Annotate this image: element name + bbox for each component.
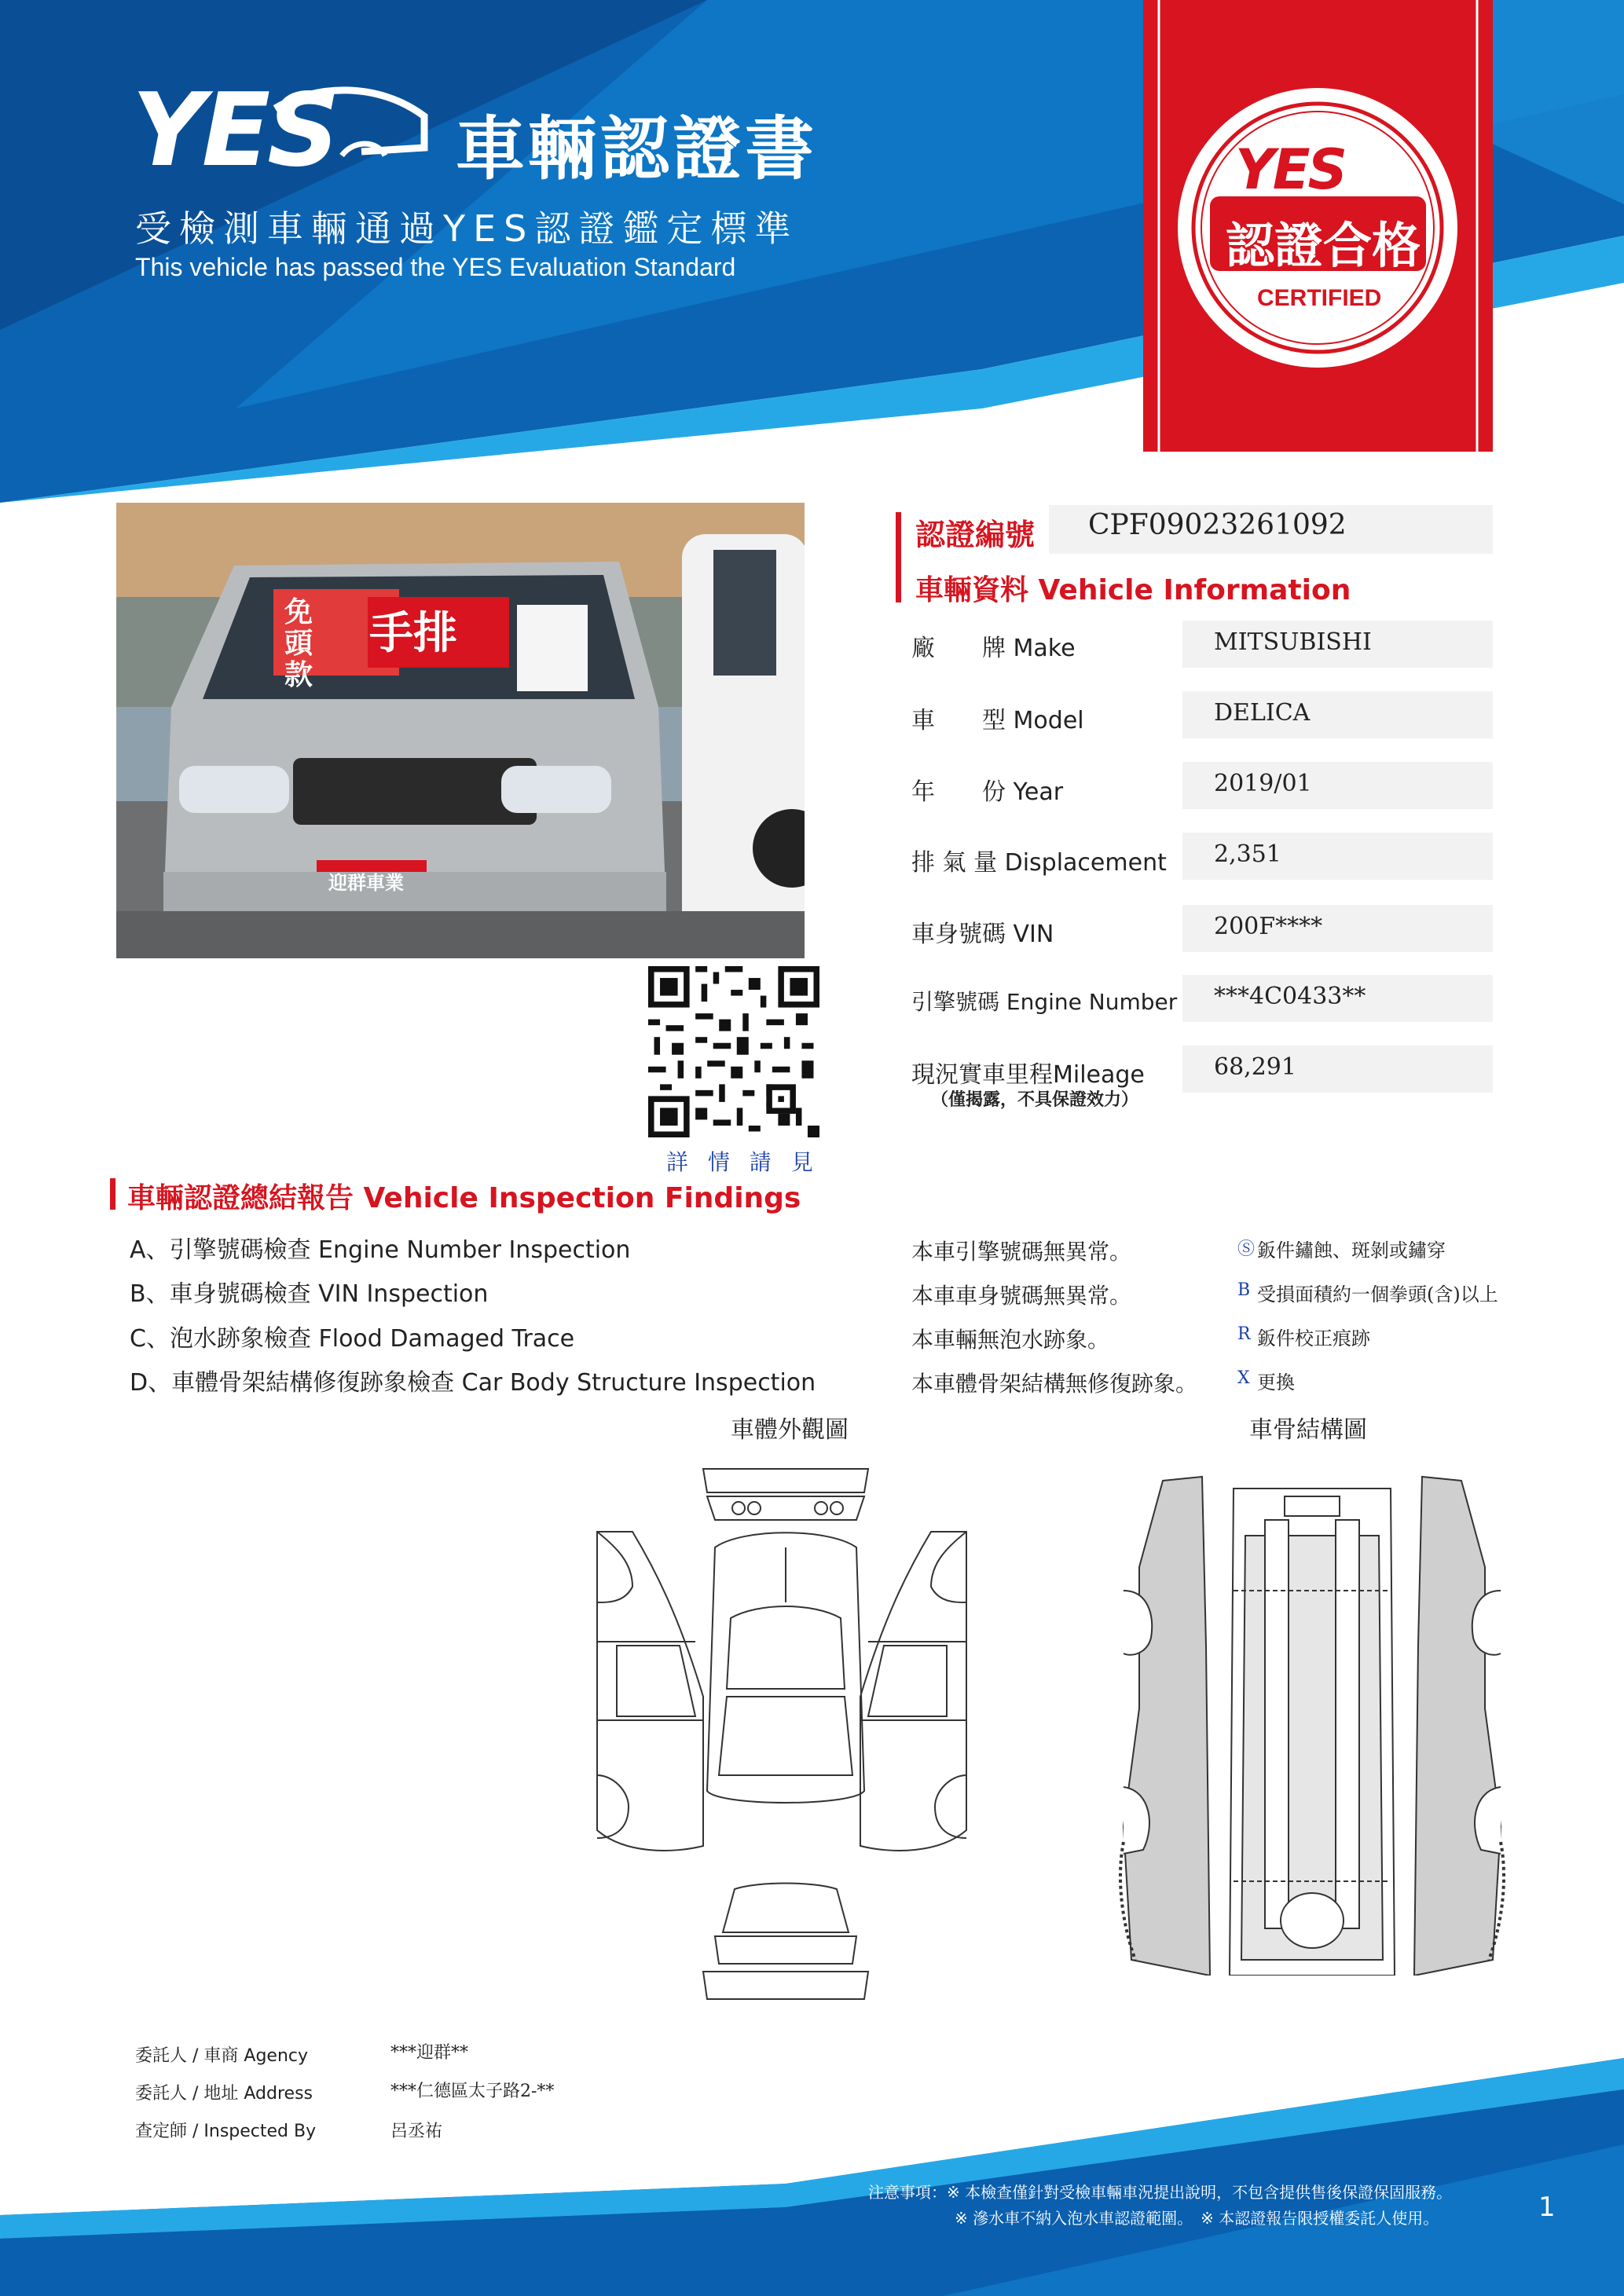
finding-a-result: 本車引擎號碼無異常。 (911, 1239, 1132, 1265)
subtitle-chinese: 受檢測車輛通過YES認證鑑定標準 (135, 207, 799, 250)
finding-a: A、引擎號碼檢查 Engine Number Inspection (130, 1236, 631, 1264)
vin-label: 車身號碼 VIN (911, 921, 1054, 948)
cert-number-value: CPF09023261092 (1088, 509, 1347, 541)
badge-main-text: 認證合格 (1226, 217, 1421, 274)
vin-value: 200F**** (1214, 913, 1323, 940)
make-label: 廠 牌 Make (911, 635, 1076, 662)
mileage-label: 現況實車里程Mileage (911, 1061, 1145, 1089)
subtitle-english: This vehicle has passed the YES Evaluation Standard (135, 253, 736, 281)
mileage-note: （僅揭露，不具保證效力） (931, 1090, 1139, 1110)
cert-number-label: 認證編號 (915, 518, 1036, 552)
legend-symbol-r: R (1237, 1324, 1251, 1344)
agency-label: 委託人 / 車商 Agency (135, 2046, 309, 2066)
address-value: ***仁德區太子路2-** (390, 2082, 555, 2101)
legend-text-r: 鈑件校正痕跡 (1257, 1327, 1370, 1349)
structure-diagram (1108, 1473, 1516, 1976)
finding-c: C、泡水跡象檢查 Flood Damaged Trace (130, 1325, 575, 1353)
legend-text-x: 更換 (1257, 1371, 1295, 1393)
year-label: 年 份 Year (911, 778, 1064, 806)
legend-symbol-s: Ⓢ (1237, 1240, 1256, 1259)
inspector-label: 查定師 / Inspected By (135, 2122, 317, 2141)
page-number: 1 (1538, 2192, 1556, 2223)
footer-background (0, 2027, 1624, 2296)
finding-b: B、車身號碼檢查 VIN Inspection (130, 1280, 489, 1308)
car-swoosh-icon (267, 77, 432, 163)
notice-line-2: ※ 滲水車不納入泡水車認證範圍。 ※ 本認證報告限授權委託人使用。 (955, 2209, 1439, 2228)
legend-text-b: 受損面積約一個拳頭(含)以上 (1257, 1283, 1498, 1305)
vehicle-info-heading: 車輛資料 Vehicle Information (915, 574, 1351, 606)
displacement-value: 2,351 (1214, 840, 1281, 868)
inspector-value: 呂丞祐 (390, 2122, 443, 2141)
exterior-diagram-title: 車體外觀圖 (731, 1416, 849, 1444)
agency-value: ***迎群** (390, 2043, 469, 2063)
model-value: DELICA (1214, 699, 1311, 727)
finding-d-result: 本車體骨架結構無修復跡象。 (911, 1371, 1198, 1397)
plate-text: 迎群車業 (328, 872, 404, 894)
notice-line-1: 注意事項：※ 本檢查僅針對受檢車輛車況提出說明，不包含提供售後保證保固服務。 (868, 2183, 1453, 2202)
legend-symbol-b: B (1237, 1280, 1251, 1300)
displacement-label: 排 氣 量 Displacement (911, 849, 1167, 877)
windshield-sign: 手排 (369, 608, 457, 659)
finding-d: D、車體骨架結構修復跡象檢查 Car Body Structure Inspection (130, 1369, 816, 1397)
badge-certified-text: CERTIFIED (1257, 285, 1382, 311)
qr-caption: 詳 情 請 見 (666, 1149, 819, 1175)
vehicle-photo (116, 503, 805, 958)
engine-number-value: ***4C0433** (1214, 983, 1366, 1010)
yes-logo: YES (132, 72, 337, 189)
model-label: 車 型 Model (911, 707, 1084, 734)
certificate-title: 車輛認證書 (456, 108, 818, 189)
exterior-diagram (585, 1461, 978, 2003)
finding-c-result: 本車輛無泡水跡象。 (911, 1327, 1110, 1353)
structure-diagram-title: 車骨結構圖 (1249, 1416, 1367, 1444)
legend-symbol-x: X (1237, 1368, 1250, 1388)
engine-number-label: 引擎號碼 Engine Number (911, 989, 1178, 1015)
badge-logo: YES (1235, 137, 1345, 202)
make-value: MITSUBISHI (1214, 628, 1372, 656)
qr-code[interactable] (648, 966, 819, 1137)
year-value: 2019/01 (1214, 770, 1312, 797)
address-label: 委託人 / 地址 Address (135, 2084, 313, 2104)
findings-heading: 車輛認證總結報告 Vehicle Inspection Findings (127, 1182, 801, 1214)
finding-b-result: 本車車身號碼無異常。 (911, 1283, 1132, 1309)
mileage-value: 68,291 (1214, 1053, 1296, 1081)
legend-text-s: 鈑件鏽蝕、斑剝或鏽穿 (1257, 1240, 1446, 1262)
section-bar (896, 512, 901, 602)
findings-bar (110, 1178, 115, 1210)
side-sign: 免頭款 (284, 596, 313, 691)
